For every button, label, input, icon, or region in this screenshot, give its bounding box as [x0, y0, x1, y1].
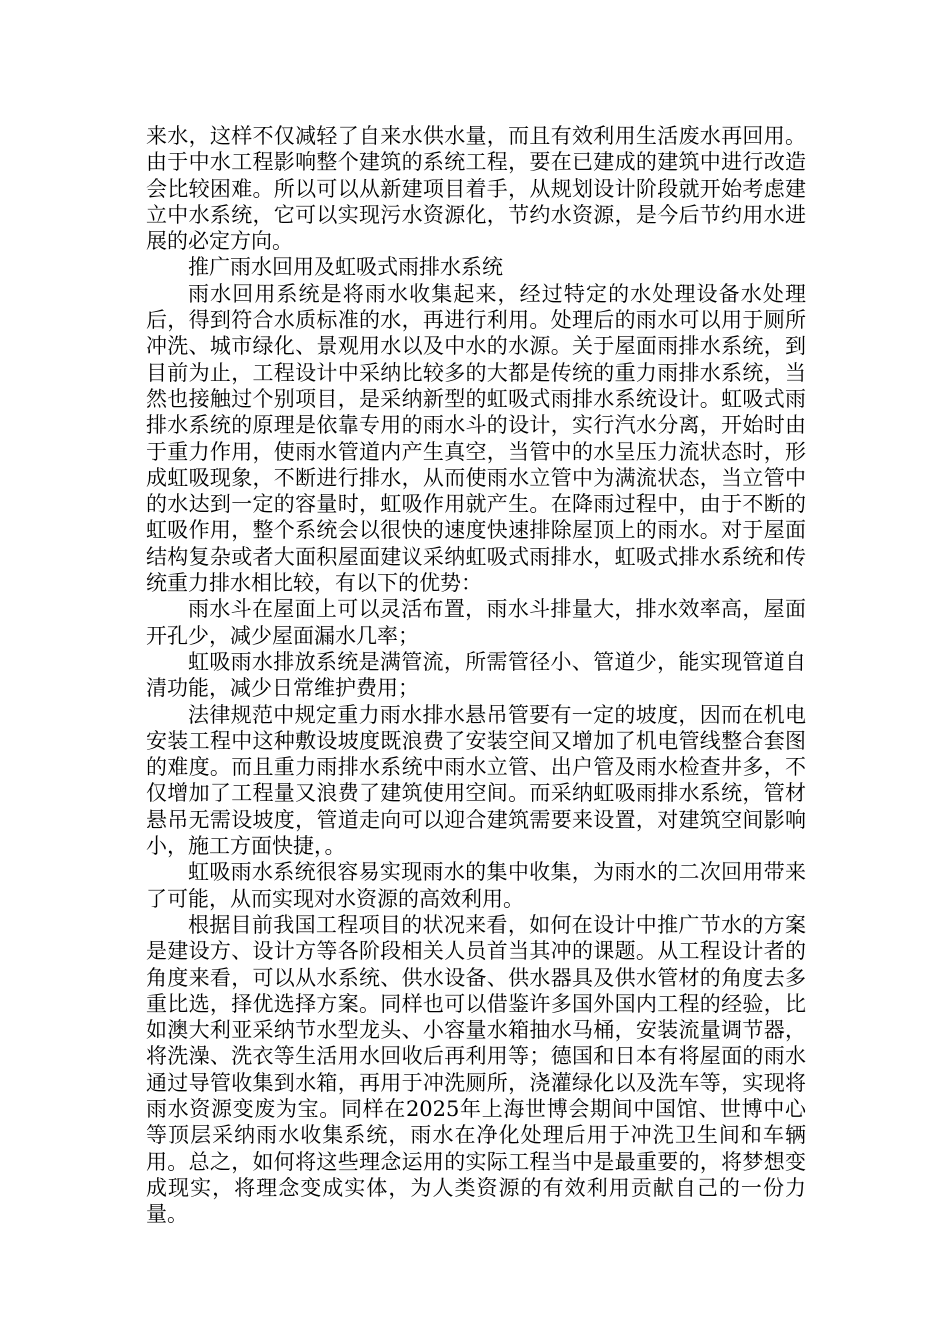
section-heading: 推广雨水回用及虹吸式雨排水系统 — [188, 255, 503, 280]
paragraph-advantage-2: 虹吸雨水排放系统是满管流，所需管径小、管道少，能实现管道自清功能，减少日常维护费用； — [146, 649, 806, 701]
document-body — [146, 123, 806, 1227]
continuation-paragraph: 来水，这样不仅减轻了自来水供水量，而且有效利用生活废水再回用。由于中水工程影响整个建筑的系统工程，要在已建成的建筑中进行改造会比较困难。所以可以从新建项目着手，从规划设计阶段就开始考虑建立中水系统，它可以实现污水资源化，节约水资源，是今后节约用水进展的必定方向。 — [146, 124, 806, 254]
paragraph-advantage-4: 虹吸雨水系统很容易实现雨水的集中收集，为雨水的二次回用带来了可能，从而实现对水资源的高效利用。 — [146, 860, 806, 911]
paragraph-advantage-3: 法律规范中规定重力雨水排水悬吊管要有一定的坡度，因而在机电安装工程中这种敷设坡度既浪费了安装空间又增加了机电管线整合套图的难度。而且重力雨排水系统中雨水立管、出户管及雨水检查井多，不仅增加了工程量又浪费了建筑使用空间。而采纳虹吸雨排水系统，管材悬吊无需设坡度，管道走向可以迎合建筑需要来设置，对建筑空间影响小，施工方面快捷，。 — [146, 702, 806, 859]
paragraph-rainwater-system: 雨水回用系统是将雨水收集起来，经过特定的水处理设备水处理后，得到符合水质标准的水，再进行利用。处理后的雨水可以用于厕所冲洗、城市绿化、景观用水以及中水的水源。关于屋面雨排水系统，到目前为止，工程设计中采纳比较多的大都是传统的重力雨排水系统，当然也接触过个别项目，是采纳新型的虹吸式雨排水系统设计。虹吸式雨排水系统的原理是依靠专用的雨水斗的设计，实行汽水分离，开始时由于重力作用，使雨水管道内产生真空，当管中的水呈压力流状态时，形成虹吸现象，不断进行排水，从而使雨水立管中为满流状态，当立管中的水达到一定的容量时，虹吸作用就产生。在降雨过程中，由于不断的虹吸作用，整个系统会以很快的速度快速排除屋顶上的雨水。对于屋面结构复杂或者大面积屋面建议采纳虹吸式雨排水，虹吸式排水系统和传统重力排水相比较，有以下的优势： — [146, 281, 806, 596]
paragraph-advantage-1: 雨水斗在屋面上可以灵活布置，雨水斗排量大，排水效率高，屋面开孔少，减少屋面漏水几率； — [146, 597, 806, 648]
paragraph-conclusion: 根据目前我国工程项目的状况来看，如何在设计中推广节水的方案是建设方、设计方等各阶段相关人员首当其冲的课题。从工程设计者的角度来看，可以从水系统、供水设备、供水器具及供水管材的角度去多重比选，择优选择方案。同样也可以借鉴许多国外国内工程的经验，比如澳大利亚采纳节水型龙头、小容量水箱抽水马桶，安装流量调节器，将洗澡、洗衣等生活用水回收后再利用等；德国和日本有将屋面的雨水通过导管收集到水箱，再用于冲洗厕所，浇灌绿化以及洗车等，实现将雨水资源变废为宝。同样在2025年上海世博会期间中国馆、世博中心等顶层采纳雨水收集系统，雨水在净化处理后用于冲洗卫生间和车辆用。总之，如何将这些理念运用的实际工程当中是最重要的，将梦想变成现实，将理念变成实体，为人类资源的有效利用贡献自己的一份力量。 — [146, 912, 806, 1227]
